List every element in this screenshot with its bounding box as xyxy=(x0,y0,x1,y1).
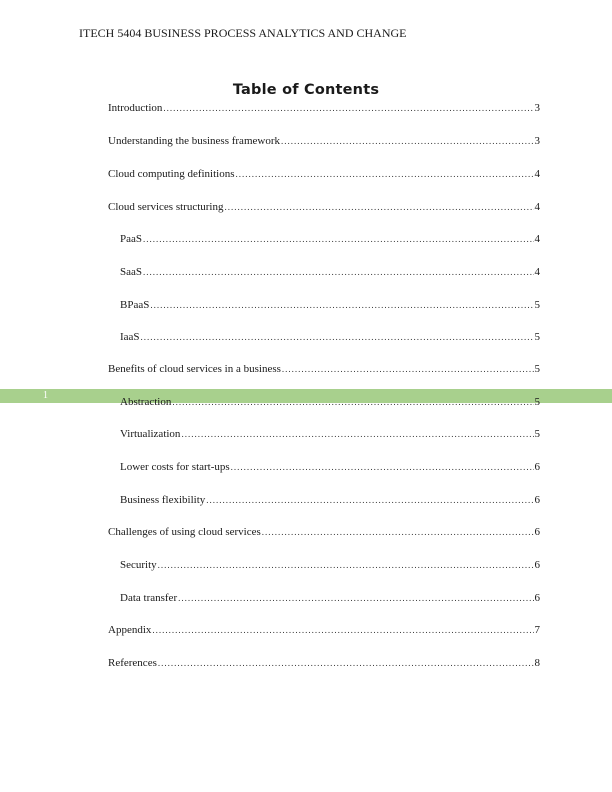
toc-entry-virtualization[interactable] xyxy=(120,427,540,441)
toc-entry-page: 4 xyxy=(534,201,540,213)
dot-leader xyxy=(158,656,534,670)
toc-entry-label: Security xyxy=(120,559,157,571)
toc-entry-label: PaaS xyxy=(120,233,142,245)
toc-entry-label: Challenges of using cloud services xyxy=(108,526,261,538)
toc-entry-cloud-services-structuring[interactable] xyxy=(108,200,540,214)
toc-entry-label: Cloud services structuring xyxy=(108,201,224,213)
dot-leader xyxy=(262,525,534,539)
toc-entry-paas[interactable] xyxy=(120,232,540,246)
toc-entry-label: Cloud computing definitions xyxy=(108,168,235,180)
toc-entry-page: 5 xyxy=(534,396,540,408)
toc-entry-page: 5 xyxy=(534,331,540,343)
toc-entry-cloud-computing-definitions[interactable] xyxy=(108,167,540,181)
toc-entry-data-transfer[interactable] xyxy=(120,591,540,605)
toc-entry-label: Abstraction xyxy=(120,396,172,408)
toc-entry-label: Data transfer xyxy=(120,592,178,604)
toc-entry-page: 4 xyxy=(534,233,540,245)
dot-leader xyxy=(224,200,533,214)
dot-leader xyxy=(172,395,533,409)
dot-leader xyxy=(143,265,534,279)
toc-entry-references[interactable] xyxy=(108,656,540,670)
dot-leader xyxy=(236,167,534,181)
toc-entry-label: Benefits of cloud services in a business xyxy=(108,363,281,375)
dot-leader xyxy=(281,134,534,148)
toc-entry-iaas[interactable] xyxy=(120,330,540,344)
toc-entry-page: 5 xyxy=(534,428,540,440)
toc-entry-page: 8 xyxy=(534,657,540,669)
dot-leader xyxy=(152,623,533,637)
toc-entry-challenges-of-cloud-services[interactable] xyxy=(108,525,540,539)
dot-leader xyxy=(181,427,533,441)
page-number: 1 xyxy=(43,390,48,401)
dot-leader xyxy=(231,460,534,474)
toc-title: Table of Contents xyxy=(232,82,380,98)
dot-leader xyxy=(143,232,534,246)
toc-entry-page: 3 xyxy=(534,135,540,147)
dot-leader xyxy=(206,493,533,507)
toc-entry-page: 6 xyxy=(534,559,540,571)
dot-leader xyxy=(158,558,534,572)
toc-entry-label: Introduction xyxy=(108,102,163,114)
toc-entry-abstraction[interactable] xyxy=(120,395,540,409)
toc-entry-page: 5 xyxy=(534,299,540,311)
toc-entry-business-flexibility[interactable] xyxy=(120,493,540,507)
toc-entry-introduction[interactable] xyxy=(108,101,540,115)
toc-entry-appendix[interactable] xyxy=(108,623,540,637)
toc-entry-page: 5 xyxy=(534,363,540,375)
toc-entry-understanding-business-framework[interactable] xyxy=(108,134,540,148)
dot-leader xyxy=(163,101,533,115)
toc-entry-label: Business flexibility xyxy=(120,494,206,506)
dot-leader xyxy=(150,298,533,312)
toc-entry-saas[interactable] xyxy=(120,265,540,279)
dot-leader xyxy=(282,362,534,376)
toc-entry-label: Virtualization xyxy=(120,428,181,440)
toc-entry-label: BPaaS xyxy=(120,299,150,311)
toc-entry-page: 6 xyxy=(534,461,540,473)
toc-entry-security[interactable] xyxy=(120,558,540,572)
toc-entry-label: Appendix xyxy=(108,624,152,636)
toc-entry-page: 6 xyxy=(534,592,540,604)
toc-entry-label: Understanding the business framework xyxy=(108,135,280,147)
toc-entry-lower-costs-for-start-ups[interactable] xyxy=(120,460,540,474)
toc-entry-label: IaaS xyxy=(120,331,140,343)
toc-entry-bpaas[interactable] xyxy=(120,298,540,312)
dot-leader xyxy=(141,330,534,344)
toc-entry-label: SaaS xyxy=(120,266,142,278)
toc-entry-page: 7 xyxy=(534,624,540,636)
toc-entry-page: 4 xyxy=(534,168,540,180)
toc-entry-label: References xyxy=(108,657,157,669)
toc-entry-label: Lower costs for start-ups xyxy=(120,461,230,473)
running-header: ITECH 5404 BUSINESS PROCESS ANALYTICS AND CHANGE xyxy=(79,26,407,40)
toc-entry-page: 6 xyxy=(534,494,540,506)
toc-entry-benefits-of-cloud-services[interactable] xyxy=(108,362,540,376)
dot-leader xyxy=(178,591,533,605)
toc-entry-page: 6 xyxy=(534,526,540,538)
toc-entry-page: 4 xyxy=(534,266,540,278)
toc-entry-page: 3 xyxy=(534,102,540,114)
